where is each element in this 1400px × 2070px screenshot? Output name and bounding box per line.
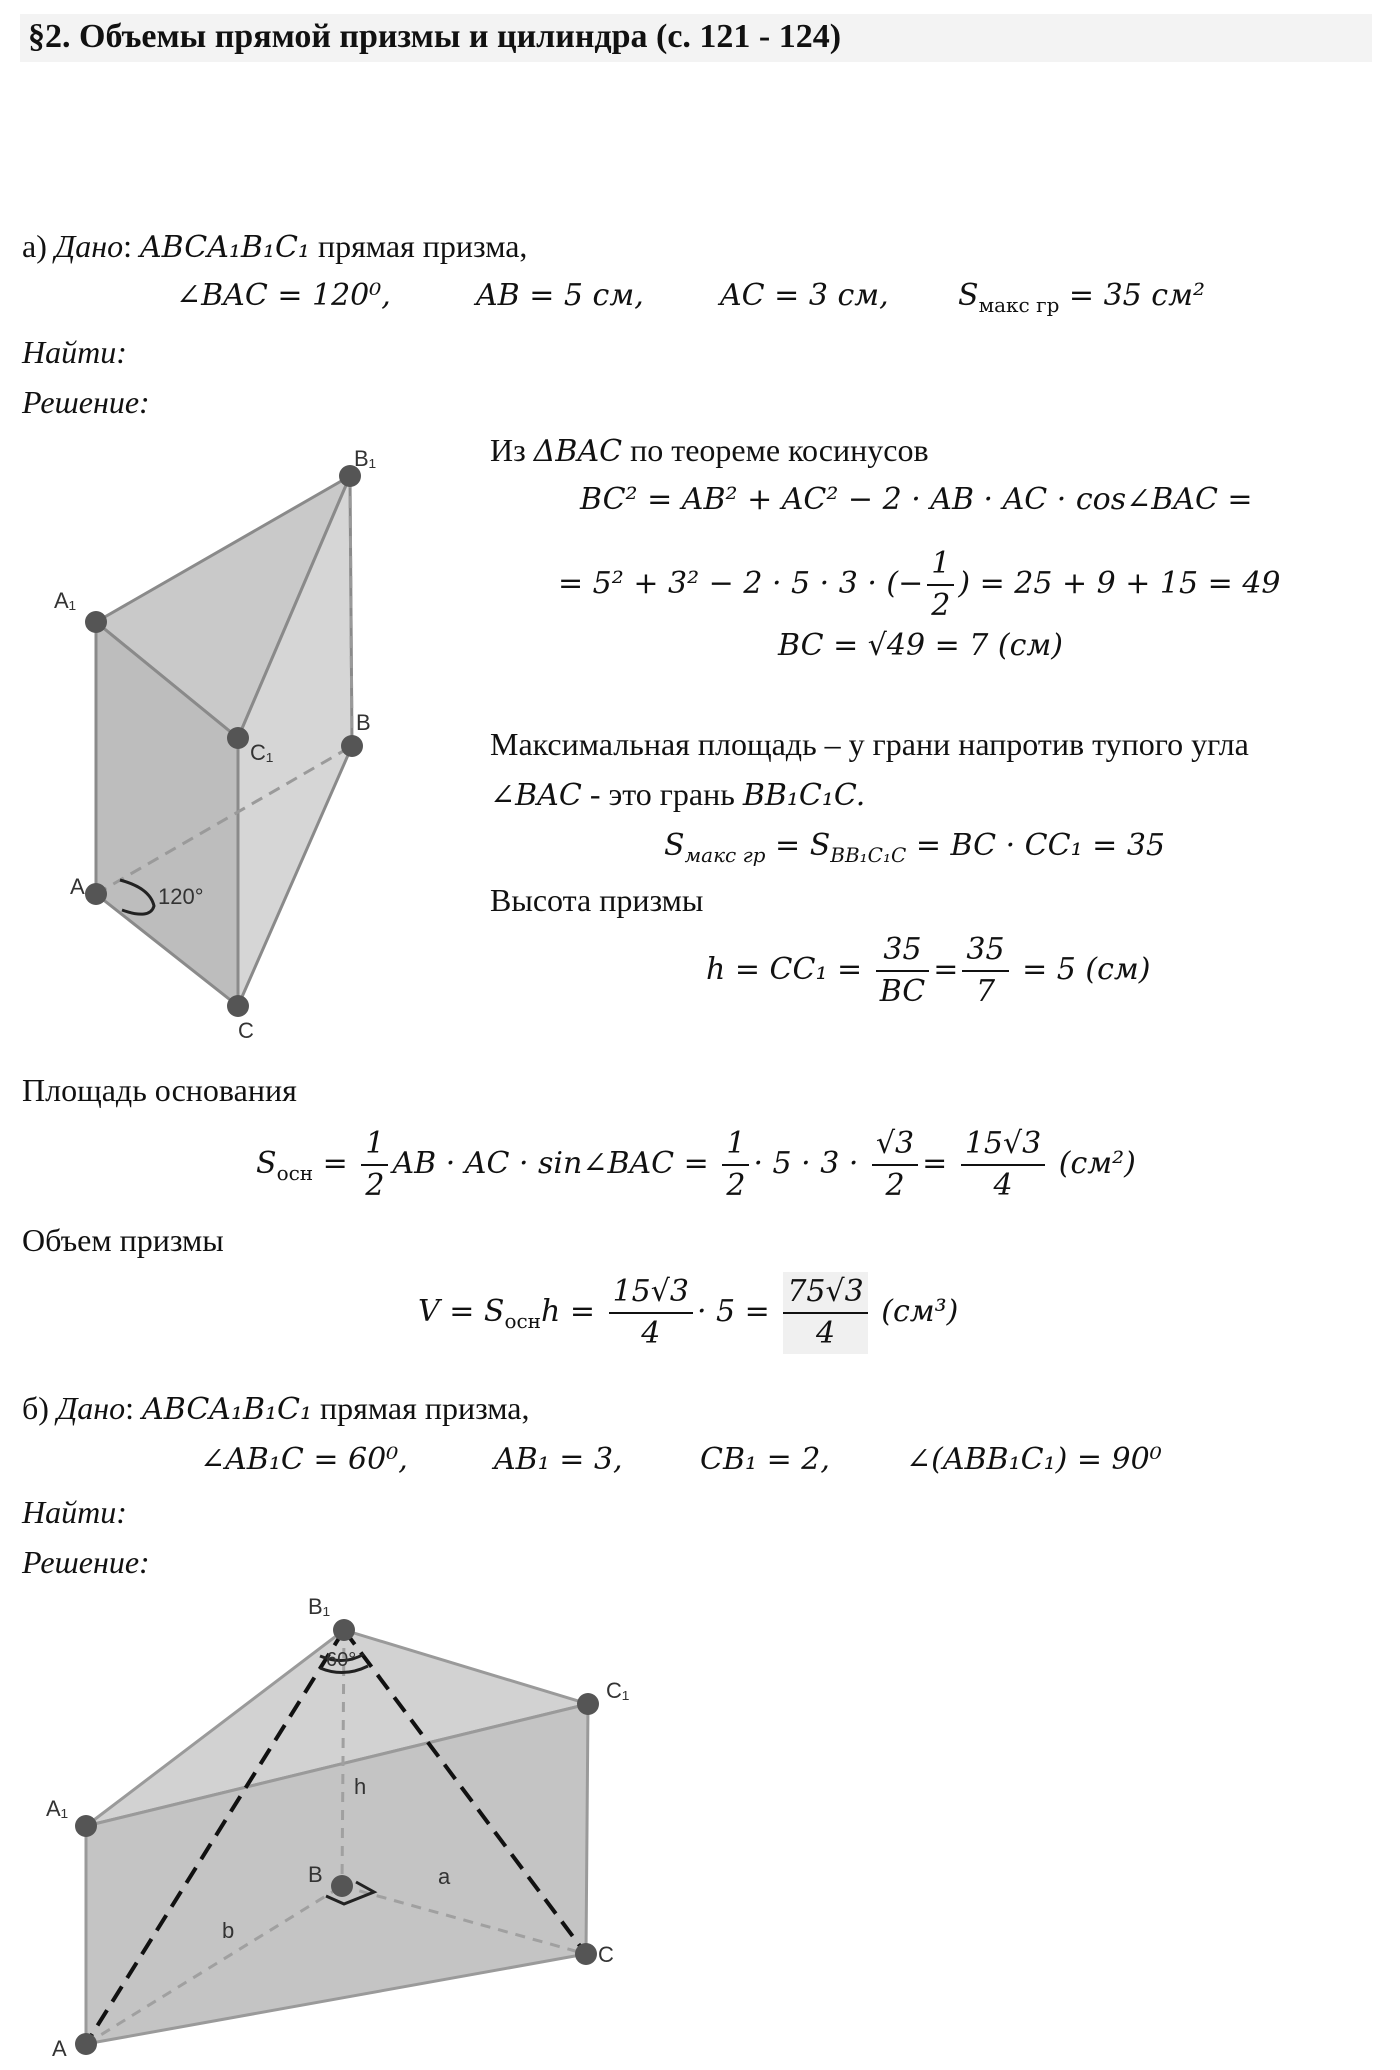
vol-left: V = S <box>418 1294 505 1329</box>
cos-intro-b: ΔBAC <box>533 434 623 469</box>
given-text: прямая призма, <box>317 228 528 264</box>
cosine-intro <box>490 432 929 469</box>
eq4-sub2: BB₁C₁C <box>830 843 907 867</box>
equation-base-area <box>256 1124 1136 1206</box>
point-b <box>331 1875 353 1897</box>
prism-figure-b <box>30 1590 670 2060</box>
fraction-half-2 <box>722 1124 749 1206</box>
label-c1: C₁ <box>250 740 274 765</box>
fraction-15sqrt3-4 <box>961 1124 1045 1206</box>
max-area-face <box>490 776 865 813</box>
base-unit: (см²) <box>1058 1146 1136 1181</box>
point-c1 <box>227 727 249 749</box>
frac-num: 1 <box>361 1124 388 1166</box>
label-c1: C₁ <box>606 1678 630 1703</box>
find-label-a: Найти: <box>22 334 127 370</box>
h-left: h = CC₁ = <box>706 952 863 987</box>
fraction-35-bc <box>876 930 930 1012</box>
frac-den: 4 <box>815 1316 836 1351</box>
frac-num: 1 <box>927 544 954 586</box>
given-label: Дано <box>56 1390 126 1426</box>
base-eq: = <box>313 1146 348 1181</box>
label-b: B <box>356 710 371 735</box>
frac-num: 1 <box>722 1124 749 1166</box>
label-a1: A₁ <box>46 1796 69 1821</box>
fraction-one-half <box>927 544 954 626</box>
cond-ac: AC = 3 см, <box>720 278 889 313</box>
given-label: Дано <box>54 228 124 264</box>
vol-mid: · 5 = <box>696 1294 770 1329</box>
cond-s <box>958 278 1205 317</box>
label-b: B <box>308 1862 323 1887</box>
frac-num: 35 <box>876 930 930 972</box>
base-mid: AB · AC · sin∠BAC = <box>392 1146 709 1181</box>
height-label: Высота призмы <box>490 882 704 918</box>
fraction-sqrt3-2 <box>872 1124 918 1206</box>
point-a <box>85 883 107 905</box>
fraction-vol-1 <box>609 1272 693 1354</box>
cond-plane: ∠(ABB₁C₁) = 90⁰ <box>906 1442 1162 1477</box>
label-c: C <box>598 1942 614 1967</box>
page-title: §2. Объемы прямой призмы и цилиндра (с. 121 - 124) <box>28 18 842 55</box>
solution-label-a: Решение: <box>22 384 150 420</box>
given-line-b: б) Дано: ABCA₁B₁C₁ прямая призма, <box>22 1390 530 1427</box>
h-right: = 5 (см) <box>1022 952 1151 987</box>
solution-text: Решение <box>22 384 140 420</box>
cond-ab: AB = 5 см, <box>476 278 644 313</box>
label-a-side: a <box>438 1864 451 1889</box>
equation-bc-squared: BC² = AB² + AC² − 2 · AB · AC · cos∠BAC = <box>580 482 1253 517</box>
frac-num: 15√3 <box>961 1124 1045 1166</box>
solution-label-b: Решение: <box>22 1544 150 1580</box>
frac-den: 7 <box>975 974 996 1009</box>
label-a: A <box>52 2036 67 2060</box>
frac-den: 2 <box>365 1168 385 1203</box>
point-b <box>341 735 363 757</box>
base-mid2: · 5 · 3 · <box>753 1146 859 1181</box>
cond-ab1: AB₁ = 3, <box>494 1442 623 1477</box>
point-a1 <box>85 611 107 633</box>
label-b1: B₁ <box>354 446 377 471</box>
point-c <box>575 1943 597 1965</box>
eq4-sub: макс гр <box>684 843 766 867</box>
given-prism: ABCA₁B₁C₁ <box>142 1392 313 1427</box>
equation-bc: BC = √49 = 7 (см) <box>778 628 1063 663</box>
label-c: C <box>238 1018 254 1043</box>
label-a1: A₁ <box>54 588 77 613</box>
frac-den: 2 <box>726 1168 746 1203</box>
prism-figure-a <box>50 440 410 1060</box>
given-line-a: а) Дано: ABCA₁B₁C₁ прямая призма, <box>22 228 528 265</box>
base-eq2: = <box>922 1146 948 1181</box>
fraction-35-7 <box>962 930 1008 1012</box>
face-text: - это грань <box>581 776 743 812</box>
point-b1 <box>333 1619 355 1641</box>
eq2-left: = 5² + 3² − 2 · 5 · 3 · (− <box>558 566 924 601</box>
frac-num: √3 <box>872 1124 918 1166</box>
equation-height: h = CC₁ = $\frac{35}{BC}$ = $\frac{35}{7}$ = 5 (см) <box>706 930 1151 1012</box>
cond-angle-b: ∠AB₁C = 60⁰, <box>200 1442 408 1477</box>
find-text: Найти <box>22 334 117 370</box>
part-label: б) <box>22 1390 49 1426</box>
eq4-s: S <box>664 828 685 863</box>
frac-num: 15√3 <box>609 1272 693 1314</box>
cond-angle: ∠BAC = 120⁰, <box>176 278 391 313</box>
solution-text: Решение <box>22 1544 140 1580</box>
frac-num: 75√3 <box>783 1272 867 1314</box>
label-b-side: b <box>222 1918 235 1943</box>
base-sub: осн <box>276 1161 314 1185</box>
label-h: h <box>354 1774 367 1799</box>
equation-substitution <box>558 544 1281 626</box>
max-area-text: Максимальная площадь – у грани напротив тупого угла <box>490 726 1249 762</box>
given-text: прямая призма, <box>320 1390 530 1426</box>
cond-s-sub: макс гр <box>978 293 1060 317</box>
vol-sub: осн <box>504 1309 542 1333</box>
point-a1 <box>75 1815 97 1837</box>
eq4-end: = BC · CC₁ = 35 <box>906 828 1165 863</box>
eq4-rest: = S <box>765 828 831 863</box>
label-b1: B₁ <box>308 1594 331 1619</box>
label-angle: 60° <box>326 1649 357 1671</box>
point-a <box>75 2033 97 2055</box>
frac-den: 2 <box>931 588 951 623</box>
equation-max-area <box>664 828 1165 867</box>
base-s: S <box>256 1146 277 1181</box>
frac-den: BC <box>879 974 926 1009</box>
cond-s-val: = 35 см² <box>1059 278 1206 313</box>
frac-den: 2 <box>885 1168 905 1203</box>
label-a: A <box>70 874 85 899</box>
face-name: BB₁C₁C. <box>742 778 866 813</box>
vol-unit: (см³) <box>881 1294 959 1329</box>
point-c1 <box>577 1693 599 1715</box>
equation-volume <box>418 1272 958 1354</box>
cond-s-symbol: S <box>958 278 979 313</box>
find-text: Найти <box>22 1494 117 1530</box>
point-c <box>227 995 249 1017</box>
eq2-right: ) = 25 + 9 + 15 = 49 <box>958 566 1281 601</box>
part-label: а) <box>22 228 47 264</box>
vol-h: h = <box>541 1294 596 1329</box>
cos-intro-c: по теореме косинусов <box>622 432 929 468</box>
volume-label: Объем призмы <box>22 1222 224 1258</box>
find-label-b: Найти: <box>22 1494 127 1530</box>
frac-den: 4 <box>641 1316 661 1351</box>
cos-intro-a: Из <box>490 432 534 468</box>
base-area-label: Площадь основания <box>22 1072 297 1108</box>
cond-cb1: CB₁ = 2, <box>700 1442 830 1477</box>
frac-num: 35 <box>962 930 1008 972</box>
angle-bac: ∠BAC <box>490 778 582 813</box>
fraction-vol-2 <box>783 1272 867 1354</box>
label-angle: 120° <box>158 884 204 909</box>
frac-den: 4 <box>993 1168 1013 1203</box>
given-prism: ABCA₁B₁C₁ <box>139 230 310 265</box>
fraction-half-1 <box>361 1124 388 1206</box>
